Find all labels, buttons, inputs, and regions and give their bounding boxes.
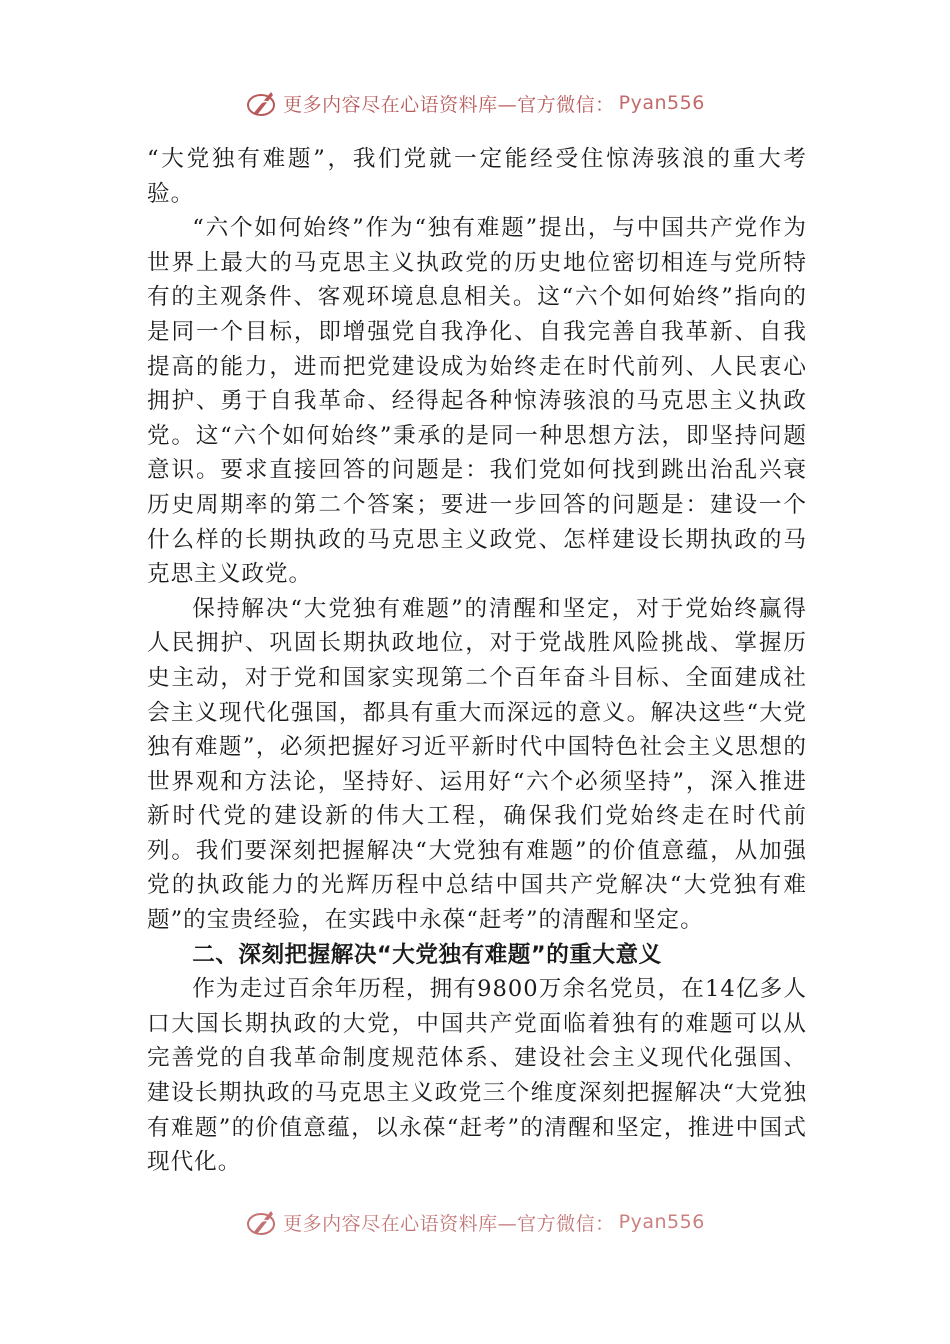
- watermark-wechat-id: Pyan556: [618, 92, 705, 114]
- watermark-wechat-id: Pyan556: [618, 1211, 705, 1233]
- paragraph: 保持解决“大党独有难题”的清醒和坚定，对于党始终赢得人民拥护、巩固长期执政地位，对于党战胜风险挑战、掌握历史主动，对于党和国家实现第二个百年奋斗目标、全面建成社会主义现代化强国，都具有重大而深远的意义。解决这些“大党独有难题”，必须把握好习近平新时代中国特色社会主义思想的世界观和方法论，坚持好、运用好“六个必须坚持”，深入推进新时代党的建设新的伟大工程，确保我们党始终走在时代前列。我们要深刻把握解决“大党独有难题”的价值意蕴，从加强党的执政能力的光辉历程中总结中国共产党解决“大党独有难题”的宝贵经验，在实践中永葆“赶考”的清醒和坚定。: [147, 595, 807, 934]
- watermark-text: 更多内容尽在心语资料库—官方微信：: [283, 93, 615, 116]
- header-watermark: [0, 86, 950, 120]
- paragraph: 作为走过百余年历程，拥有9800万余名党员，在14亿多人口大国长期执政的大党，中国共产党面临着独有的难题可以从完善党的自我革命制度规范体系、建设社会主义现代化强国、建设长期执政的马克思主义政党三个维度深刻把握解决“大党独有难题”的价值意蕴，以永葆“赶考”的清醒和坚定，推进中国式现代化。: [147, 976, 807, 1176]
- quill-pen-logo-icon: [245, 1205, 279, 1239]
- watermark-text: 更多内容尽在心语资料库—官方微信：: [283, 1212, 615, 1235]
- paragraph-continuation: “大党独有难题”，我们党就一定能经受住惊涛骇浪的重大考验。: [147, 146, 807, 207]
- document-body: [147, 142, 807, 1180]
- quill-pen-logo-icon: [245, 86, 279, 120]
- section-heading: 二、深刻把握解决“大党独有难题”的重大意义: [192, 941, 662, 968]
- footer-watermark: [0, 1205, 950, 1239]
- paragraph: “六个如何始终”作为“独有难题”提出，与中国共产党作为世界上最大的马克思主义执政党的历史地位密切相连与党所特有的主观条件、客观环境息息相关。这“六个如何始终”指向的是同一个目标，即增强党自我净化、自我完善自我革新、自我提高的能力，进而把党建设成为始终走在时代前列、人民衷心拥护、勇于自我革命、经得起各种惊涛骇浪的马克思主义执政党。这“六个如何始终”秉承的是同一种思想方法，即坚持问题意识。要求直接回答的问题是：我们党如何找到跳出治乱兴衰历史周期率的第二个答案；要进一步回答的问题是：建设一个什么样的长期执政的马克思主义政党、怎样建设长期执政的马克思主义政党。: [147, 215, 807, 588]
